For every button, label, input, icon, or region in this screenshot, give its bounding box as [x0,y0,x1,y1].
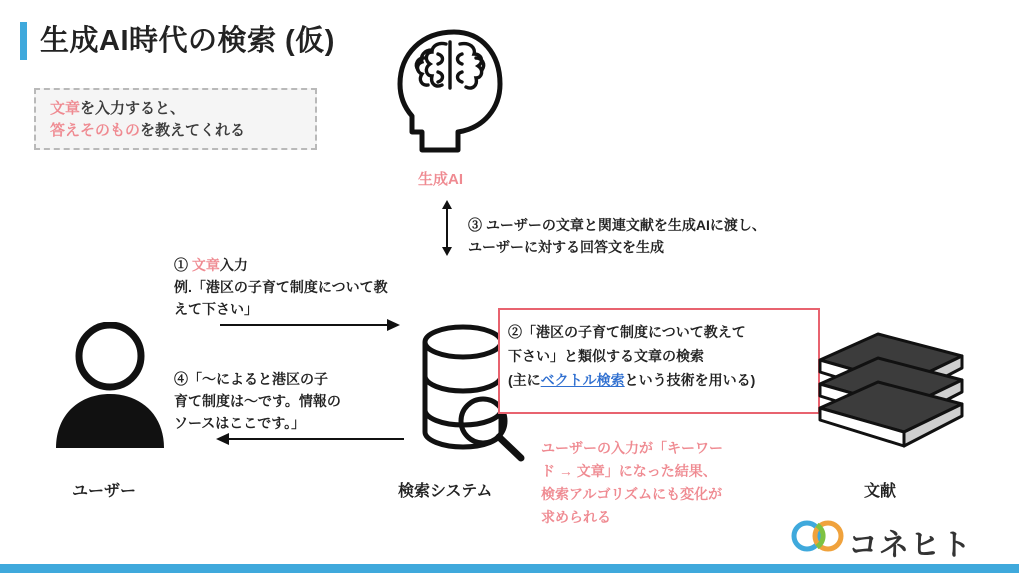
genai-label: 生成AI [418,171,464,188]
logo-text: コネヒト [848,529,972,562]
step-1-rest: 入力 [219,257,248,273]
search-system-label: 検索システム [398,483,493,500]
step-1-highlight: 文章 [191,257,220,273]
user-icon [42,322,178,450]
step-2-text [508,320,818,392]
step-1-line-2: 例.「港区の子育て制度について教 [174,279,388,295]
step-4-line-1: ④「〜によると港区の子 [174,371,328,387]
brain-head-icon [392,28,508,158]
company-logo [790,518,990,562]
step-3-text [468,214,766,258]
step-1-number: ① [174,257,192,273]
note-line-2 [50,121,245,141]
arrow-system-to-user [216,432,404,444]
title-accent-bar [20,22,27,60]
step-1-line-3: えて下さい」 [174,301,258,317]
step-4-line-3: ソースはここです。」 [174,415,306,431]
annotation-line-3: 検索アルゴリズムにも変化が [541,486,723,502]
documents-label: 文献 [864,483,897,500]
note-highlight-1: 文章 [50,100,81,117]
step-3-line-2: ユーザーに対する回答文を生成 [468,239,664,255]
note-rest-1: を入力すると、 [80,100,186,117]
step-2-line-1: ②「港区の子育て制度について教えて [508,324,746,340]
vector-search-link[interactable]: ベクトル検索 [540,372,625,388]
bottom-accent-bar [0,564,1019,573]
note-highlight-2: 答えそのもの [50,122,141,139]
step-2-line-2: 下さい」と類似する文章の検索 [508,348,704,364]
user-label: ユーザー [72,483,137,500]
annotation-text [541,437,801,529]
step-3-line-1: ③ ユーザーの文章と関連文献を生成AIに渡し、 [468,217,766,233]
note-line-1 [50,99,185,119]
step-1-text [174,254,434,320]
step-1-line-1 [174,254,434,276]
documents-books-icon [812,322,970,452]
vertical-double-arrow [440,200,454,256]
step-2-line-3-pre: (主に [508,372,541,388]
step-4-text [174,368,402,434]
step-4-line-2: 育て制度は〜です。情報の [174,393,341,409]
step-2-line-3 [508,368,818,392]
step-2-line-3-post: という技術を用いる) [624,372,756,388]
annotation-line-2: ド → 文章」になった結果、 [541,463,717,479]
step-2-box [498,308,820,414]
annotation-line-1: ユーザーの入力が「キーワー [541,440,723,456]
note-rest-2: を教えてくれる [140,122,246,139]
page-title: 生成AI時代の検索 (仮) [40,25,335,57]
note-box [34,88,317,150]
annotation-line-4: 求められる [541,509,611,525]
arrow-user-to-system [220,318,400,330]
